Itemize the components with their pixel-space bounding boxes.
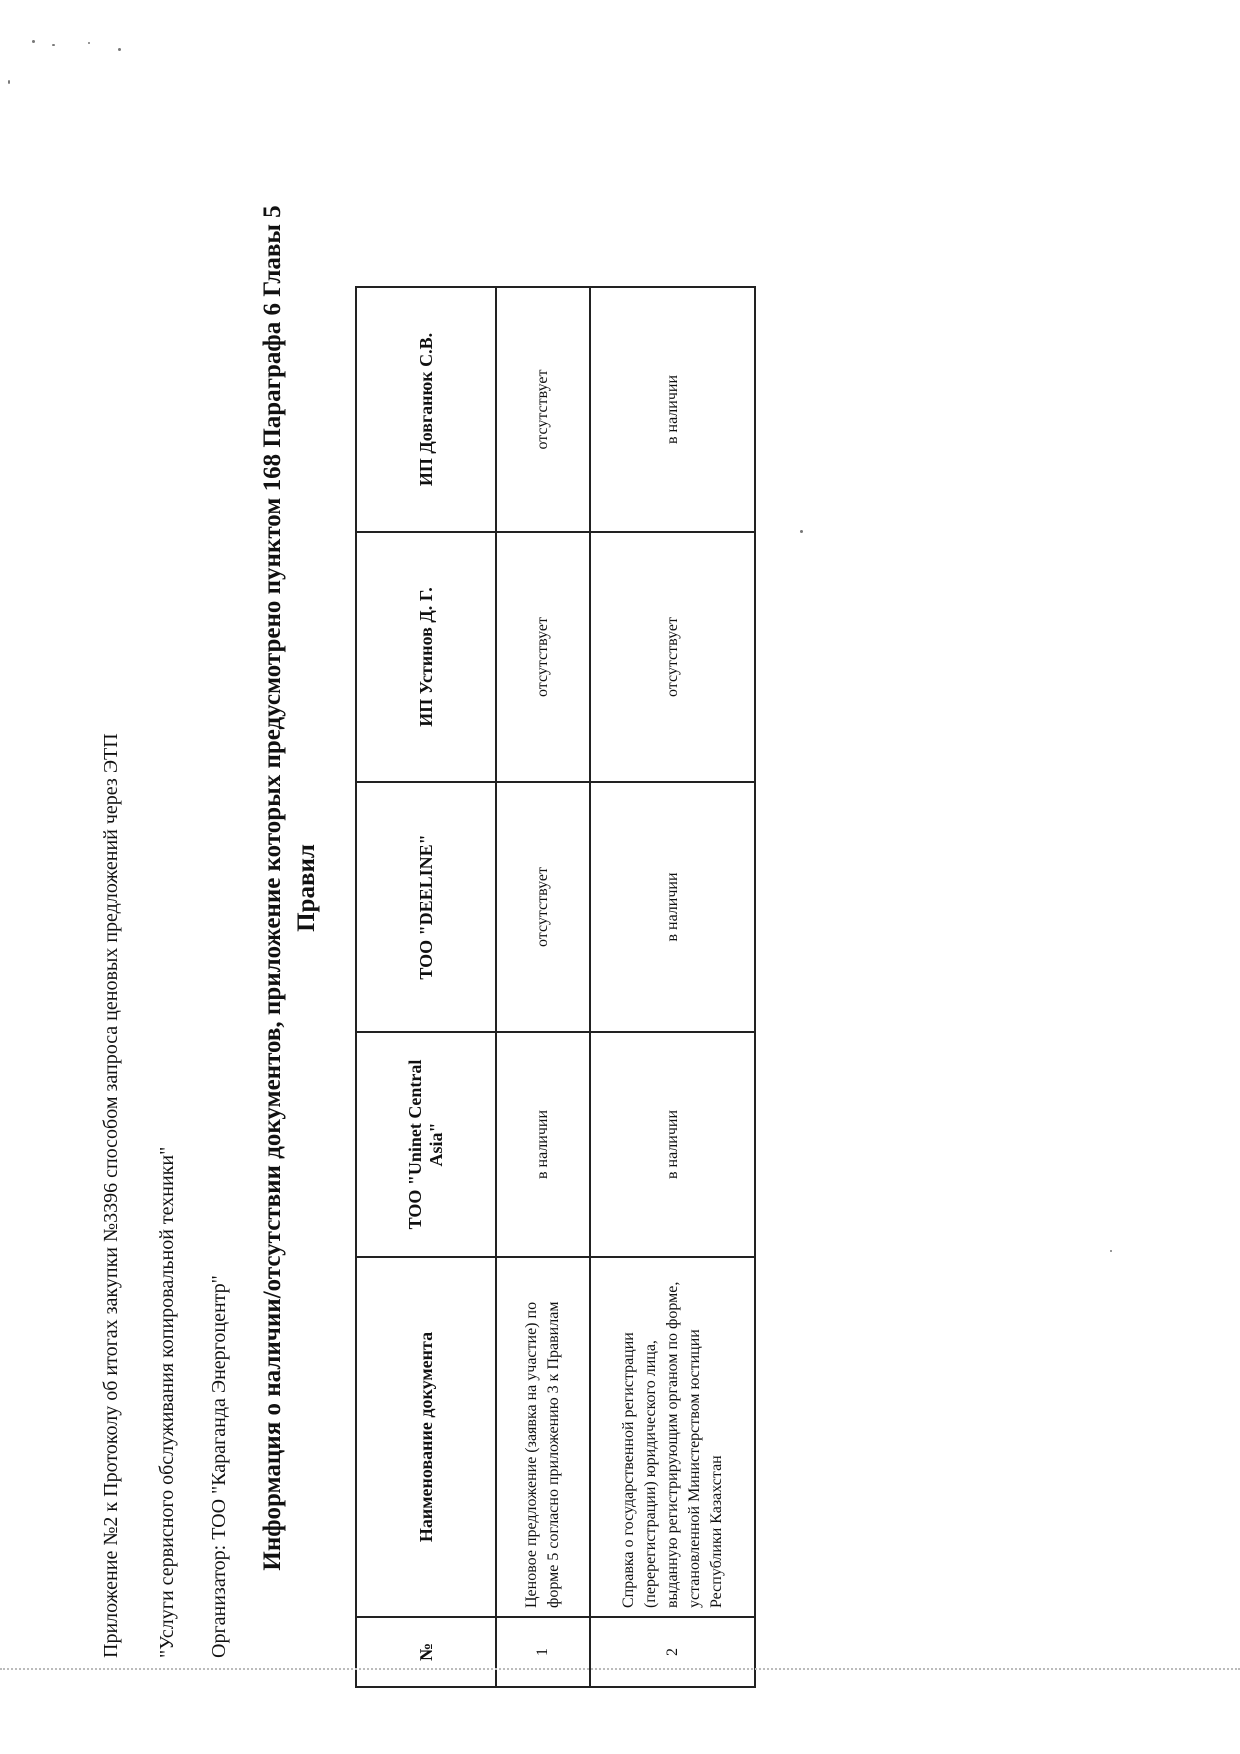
document-title: Информация о наличии/отсутствии документов, приложение которых предусмотрено пунктом 168 Параграфа 6 Главы 5 Правил (259, 205, 320, 1571)
documents-table (355, 286, 756, 1688)
row-status-supplier-2: отсутствует (496, 782, 590, 1032)
header-num: № (356, 1617, 496, 1687)
header-supplier-2: ТОО "DEELINE" (356, 782, 496, 1032)
header-supplier-3: ИП Устинов Д. Г. (356, 532, 496, 782)
table-header-row (356, 287, 496, 1687)
rotated-page (60, 38, 1240, 1718)
row-status-supplier-3: отсутствует (496, 532, 590, 782)
scan-speck (52, 44, 55, 46)
header-supplier-1: ТОО "Uninet Central Asia" (356, 1032, 496, 1257)
table-row (496, 287, 590, 1687)
row-doc: Справка о государственной регистрации (перерегистрации) юридического лица, выданную регистрирующим органом по форме, установленной Министерством юстиции Республики Казахстан (590, 1257, 755, 1617)
scan-speck (32, 40, 35, 43)
header-supplier-4: ИП Довганюк С.В. (356, 287, 496, 532)
row-num: 1 (496, 1617, 590, 1687)
row-status-supplier-2: в наличии (590, 782, 755, 1032)
service-line: "Услуги сервисного обслуживания копировальной техники" (156, 1146, 178, 1658)
row-status-supplier-4: в наличии (590, 287, 755, 532)
row-doc: Ценовое предложение (заявка на участие) по форме 5 согласно приложению 3 к Правилам (496, 1257, 590, 1617)
scan-fold-line (0, 1668, 1240, 1670)
table-row (590, 287, 755, 1687)
row-status-supplier-1: в наличии (590, 1032, 755, 1257)
scan-speck (8, 80, 10, 84)
row-num: 2 (590, 1617, 755, 1687)
row-status-supplier-3: отсутствует (590, 532, 755, 782)
row-status-supplier-1: в наличии (496, 1032, 590, 1257)
header-doc: Наименование документа (356, 1257, 496, 1617)
row-status-supplier-4: отсутствует (496, 287, 590, 532)
appendix-line: Приложение №2 к Протоколу об итогах закупки №3396 способом запроса ценовых предложений через ЭТП (100, 733, 122, 1658)
organizer-line: Организатор: ТОО "Караганда Энергоцентр" (208, 1275, 230, 1658)
